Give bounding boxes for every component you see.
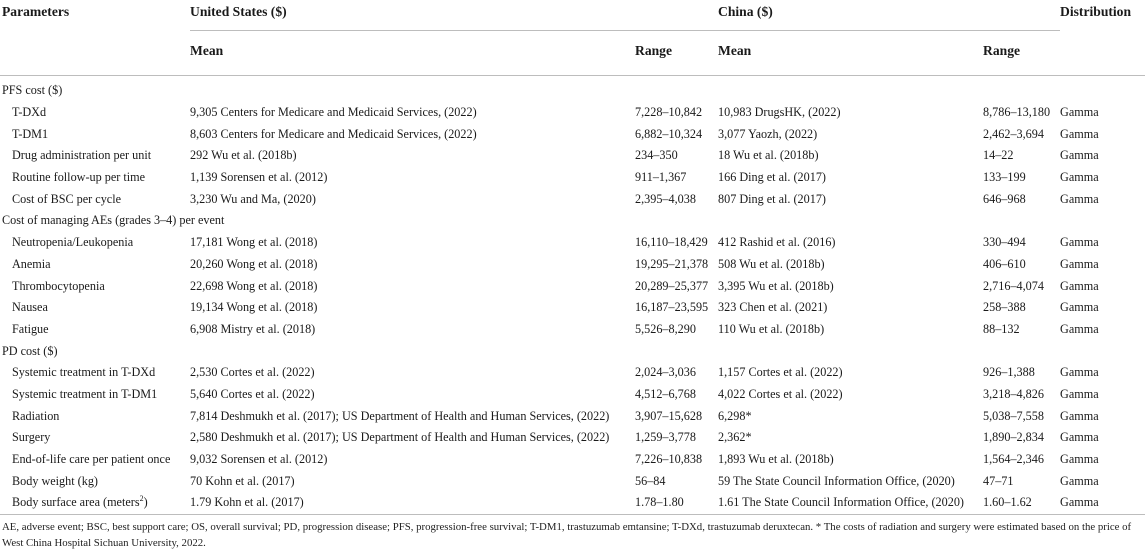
distribution-cell: Gamma xyxy=(1060,365,1099,380)
table-row xyxy=(0,188,1145,210)
china-range-cell: 258–388 xyxy=(983,300,1026,315)
param-cell: Drug administration per unit xyxy=(12,148,152,163)
us-range-cell: 1,259–3,778 xyxy=(635,430,696,445)
us-mean-cell: 70 Kohn et al. (2017) xyxy=(190,473,295,488)
us-range-cell: 2,024–3,036 xyxy=(635,365,696,380)
distribution-cell: Gamma xyxy=(1060,148,1099,163)
china-mean-cell: 4,022 Cortes et al. (2022) xyxy=(718,386,843,401)
distribution-cell: Gamma xyxy=(1060,191,1099,206)
us-range-cell: 6,882–10,324 xyxy=(635,126,703,141)
china-range-cell: 88–132 xyxy=(983,321,1020,336)
us-mean-cell: 17,181 Wong et al. (2018) xyxy=(190,235,318,250)
china-mean-cell: 59 The State Council Information Office, (2020) xyxy=(718,473,955,488)
table-row xyxy=(0,492,1145,514)
china-mean-cell: 3,395 Wu et al. (2018b) xyxy=(718,278,834,293)
table-row xyxy=(0,427,1145,449)
header-united-states: United States ($) xyxy=(190,0,718,31)
distribution-cell: Gamma xyxy=(1060,256,1099,271)
section-title: PD cost ($) xyxy=(2,343,58,358)
param-cell: Nausea xyxy=(12,300,48,315)
param-text: Body surface area (meters xyxy=(12,495,140,510)
table-row xyxy=(0,449,1145,471)
china-range-cell: 926–1,388 xyxy=(983,365,1035,380)
us-mean-cell: 8,603 Centers for Medicare and Medicaid Services, (2022) xyxy=(190,126,477,141)
distribution-cell: Gamma xyxy=(1060,126,1099,141)
distribution-cell: Gamma xyxy=(1060,170,1099,185)
param-cell: Cost of BSC per cycle xyxy=(12,191,121,206)
table-row xyxy=(0,232,1145,254)
table-row xyxy=(0,254,1145,276)
china-range-cell: 1,564–2,346 xyxy=(983,452,1044,467)
us-range-cell: 56–84 xyxy=(635,473,666,488)
section-row xyxy=(0,210,1145,232)
param-cell: Fatigue xyxy=(12,321,49,336)
china-mean-cell: 2,362* xyxy=(718,430,752,445)
us-range-cell: 7,228–10,842 xyxy=(635,105,703,120)
us-range-cell: 16,110–18,429 xyxy=(635,235,708,250)
us-mean-cell: 292 Wu et al. (2018b) xyxy=(190,148,297,163)
china-range-cell: 2,716–4,074 xyxy=(983,278,1044,293)
section-row xyxy=(0,76,1145,102)
us-range-cell: 4,512–6,768 xyxy=(635,386,696,401)
param-cell: Surgery xyxy=(12,430,51,445)
us-mean-cell: 1,139 Sorensen et al. (2012) xyxy=(190,170,328,185)
param-cell xyxy=(0,492,190,514)
us-mean-cell: 9,032 Sorensen et al. (2012) xyxy=(190,452,328,467)
china-range-cell: 406–610 xyxy=(983,256,1026,271)
us-mean-cell: 6,908 Mistry et al. (2018) xyxy=(190,321,316,336)
table-row xyxy=(0,384,1145,406)
distribution-cell: Gamma xyxy=(1060,386,1099,401)
header-distribution: Distribution xyxy=(1060,4,1132,19)
table-row xyxy=(0,405,1145,427)
param-cell: Anemia xyxy=(12,256,51,271)
us-mean-cell: 7,814 Deshmukh et al. (2017); US Department of Health and Human Services, (2022) xyxy=(190,408,610,423)
header-china-range: Range xyxy=(983,43,1021,58)
china-range-cell: 47–71 xyxy=(983,473,1014,488)
distribution-cell: Gamma xyxy=(1060,492,1145,514)
header-us-range: Range xyxy=(635,43,673,58)
us-mean-cell: 2,580 Deshmukh et al. (2017); US Department of Health and Human Services, (2022) xyxy=(190,430,610,445)
us-mean-cell: 3,230 Wu and Ma, (2020) xyxy=(190,191,316,206)
table-row xyxy=(0,362,1145,384)
us-range-cell: 16,187–23,595 xyxy=(635,300,709,315)
table-row xyxy=(0,102,1145,124)
distribution-cell: Gamma xyxy=(1060,300,1099,315)
china-mean-cell: 1,893 Wu et al. (2018b) xyxy=(718,452,834,467)
china-range-cell: 5,038–7,558 xyxy=(983,408,1044,423)
table-row xyxy=(0,123,1145,145)
table-row xyxy=(0,319,1145,341)
param-cell: Radiation xyxy=(12,408,60,423)
us-mean-cell: 20,260 Wong et al. (2018) xyxy=(190,256,318,271)
us-mean-cell: 9,305 Centers for Medicare and Medicaid Services, (2022) xyxy=(190,105,477,120)
us-range-cell: 7,226–10,838 xyxy=(635,452,703,467)
china-mean-cell: 166 Ding et al. (2017) xyxy=(718,170,826,185)
param-cell: Systemic treatment in T-DXd xyxy=(12,365,156,380)
china-mean-cell: 323 Chen et al. (2021) xyxy=(718,300,828,315)
distribution-cell: Gamma xyxy=(1060,452,1099,467)
table-row xyxy=(0,145,1145,167)
header-us-mean: Mean xyxy=(190,43,224,58)
china-mean-cell: 508 Wu et al. (2018b) xyxy=(718,256,825,271)
param-cell: Body weight (kg) xyxy=(12,473,98,488)
china-range-cell: 133–199 xyxy=(983,170,1026,185)
china-mean-cell: 3,077 Yaozh, (2022) xyxy=(718,126,818,141)
header-china: China ($) xyxy=(718,0,1060,31)
china-range-cell: 1,890–2,834 xyxy=(983,430,1044,445)
us-mean-cell: 19,134 Wong et al. (2018) xyxy=(190,300,318,315)
distribution-cell: Gamma xyxy=(1060,235,1099,250)
table-body xyxy=(0,76,1145,515)
distribution-cell: Gamma xyxy=(1060,473,1099,488)
china-range-cell: 646–968 xyxy=(983,191,1026,206)
us-range-cell: 911–1,367 xyxy=(635,170,687,185)
china-mean-cell: 412 Rashid et al. (2016) xyxy=(718,235,836,250)
china-mean-cell: 6,298* xyxy=(718,408,752,423)
table-row xyxy=(0,167,1145,189)
table-footnote: AE, adverse event; BSC, best support care; OS, overall survival; PD, progression disease; PFS, progression-free survival; T-DM1, trastuzumab emtansine; T-DXd, trastuzumab deruxtecan. * The costs of radiation and surgery were estimated based on the price of West China Hospital Sichuan University, 2022. xyxy=(2,521,1132,549)
distribution-cell: Gamma xyxy=(1060,278,1099,293)
us-range-cell: 234–350 xyxy=(635,148,678,163)
china-mean-cell: 10,983 DrugsHK, (2022) xyxy=(718,105,841,120)
us-mean-cell: 5,640 Cortes et al. (2022) xyxy=(190,386,315,401)
china-range-cell: 1.60–1.62 xyxy=(983,492,1060,514)
us-mean-cell: 2,530 Cortes et al. (2022) xyxy=(190,365,315,380)
us-mean-cell: 22,698 Wong et al. (2018) xyxy=(190,278,318,293)
param-cell: Neutropenia/Leukopenia xyxy=(12,235,134,250)
param-cell: T-DM1 xyxy=(12,126,49,141)
china-mean-cell: 807 Ding et al. (2017) xyxy=(718,191,826,206)
china-mean-cell: 110 Wu et al. (2018b) xyxy=(718,321,825,336)
param-cell: Thrombocytopenia xyxy=(12,278,105,293)
header-china-mean: Mean xyxy=(718,43,752,58)
china-mean-cell: 18 Wu et al. (2018b) xyxy=(718,148,819,163)
us-range-cell: 20,289–25,377 xyxy=(635,278,709,293)
table-header xyxy=(0,0,1145,76)
param-cell: End-of-life care per patient once xyxy=(12,452,171,467)
us-range-cell: 19,295–21,378 xyxy=(635,256,709,271)
china-range-cell: 330–494 xyxy=(983,235,1026,250)
china-range-cell: 3,218–4,826 xyxy=(983,386,1044,401)
us-range-cell: 2,395–4,038 xyxy=(635,191,696,206)
header-empty xyxy=(1060,31,1145,76)
us-range-cell: 5,526–8,290 xyxy=(635,321,696,336)
param-cell: T-DXd xyxy=(12,105,47,120)
section-row xyxy=(0,340,1145,362)
china-range-cell: 14–22 xyxy=(983,148,1014,163)
distribution-cell: Gamma xyxy=(1060,105,1099,120)
table-row xyxy=(0,297,1145,319)
us-range-cell: 1.78–1.80 xyxy=(635,492,718,514)
us-mean-cell: 1.79 Kohn et al. (2017) xyxy=(190,492,635,514)
distribution-cell: Gamma xyxy=(1060,430,1099,445)
distribution-cell: Gamma xyxy=(1060,408,1099,423)
table-row xyxy=(0,470,1145,492)
china-mean-cell: 1.61 The State Council Information Office, (2020) xyxy=(718,492,983,514)
distribution-cell: Gamma xyxy=(1060,321,1099,336)
china-range-cell: 8,786–13,180 xyxy=(983,105,1051,120)
superscript: 2 xyxy=(139,494,144,504)
section-title: Cost of managing AEs (grades 3–4) per event xyxy=(2,213,225,228)
china-mean-cell: 1,157 Cortes et al. (2022) xyxy=(718,365,843,380)
china-range-cell: 2,462–3,694 xyxy=(983,126,1044,141)
param-tail: ) xyxy=(143,495,148,510)
param-cell: Routine follow-up per time xyxy=(12,170,146,185)
table-row xyxy=(0,275,1145,297)
us-range-cell: 3,907–15,628 xyxy=(635,408,703,423)
header-parameters: Parameters xyxy=(2,4,70,19)
header-empty xyxy=(0,31,190,76)
section-title: PFS cost ($) xyxy=(2,83,63,98)
param-cell: Systemic treatment in T-DM1 xyxy=(12,386,158,401)
